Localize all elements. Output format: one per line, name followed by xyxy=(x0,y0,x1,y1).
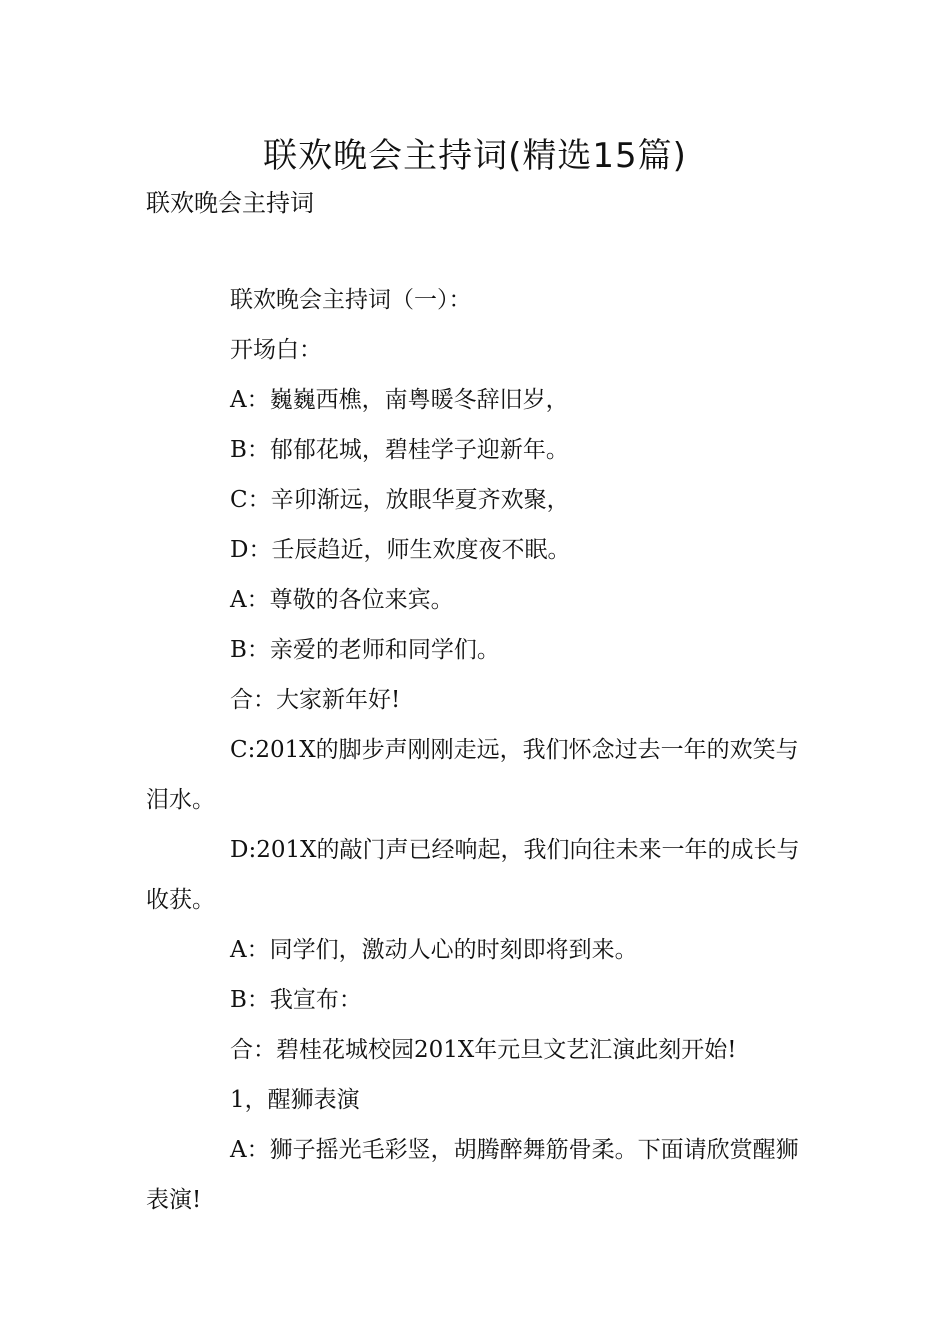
paragraph: D:201X的敲门声已经响起，我们向往未来一年的成长与收获。 xyxy=(146,837,800,913)
document-subtitle: 联欢晚会主持词 xyxy=(146,189,314,217)
paragraph: 合：大家新年好! xyxy=(230,687,401,713)
paragraph: D：壬辰趋近，师生欢度夜不眠。 xyxy=(230,537,571,563)
paragraph: C：辛卯渐远，放眼华夏齐欢聚， xyxy=(230,487,570,513)
paragraph: B：我宣布： xyxy=(230,987,362,1013)
paragraph: A：巍巍西樵，南粤暖冬辞旧岁， xyxy=(230,387,569,413)
paragraph: A：狮子摇光毛彩竖，胡腾醉舞筋骨柔。下面请欣赏醒狮表演! xyxy=(146,1137,799,1213)
paragraph: 联欢晚会主持词（一）： xyxy=(230,287,472,313)
paragraph: 1，醒狮表演 xyxy=(230,1087,360,1113)
paragraph: 合：碧桂花城校园201X年元旦文艺汇演此刻开始! xyxy=(230,1037,737,1063)
paragraph: B：亲爱的老师和同学们。 xyxy=(230,637,500,663)
paragraph: 开场白： xyxy=(230,337,322,363)
paragraph: C:201X的脚步声刚刚走远，我们怀念过去一年的欢笑与泪水。 xyxy=(146,737,799,813)
document-title: 联欢晚会主持词(精选15篇) xyxy=(263,136,687,176)
paragraph: A：尊敬的各位来宾。 xyxy=(230,587,454,613)
document-body xyxy=(146,275,806,1225)
paragraph: A：同学们，激动人心的时刻即将到来。 xyxy=(230,937,638,963)
paragraph: B：郁郁花城，碧桂学子迎新年。 xyxy=(230,437,569,463)
